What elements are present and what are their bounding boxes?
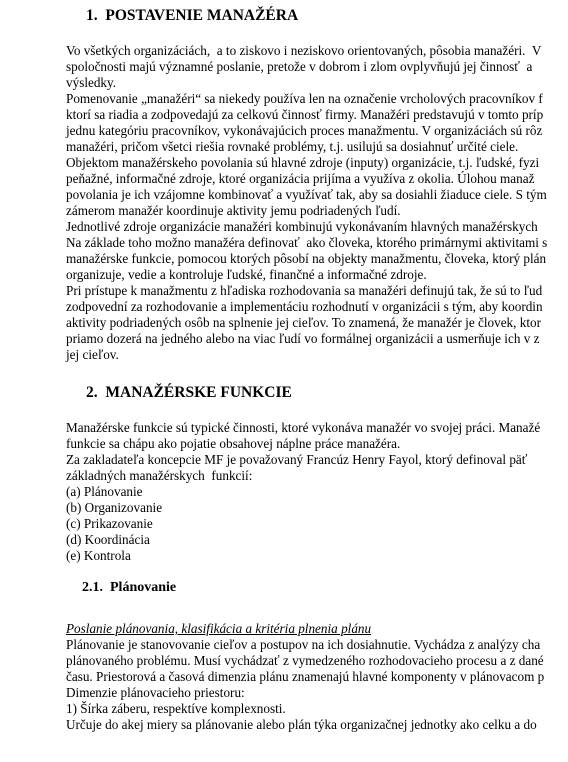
paragraph-line: povolania je ich vzájomne kombinovať a využívať tak, aby sa dosiahli žiaduce ciele. S tým bbox=[66, 187, 547, 202]
paragraph-line: manažéri, pričom všetci riešia rovnaké problémy, t.j. usilujú sa dosiahnuť určité ciele. bbox=[66, 139, 519, 154]
list-item: (a) Plánovanie bbox=[66, 484, 143, 499]
paragraph-line: Manažérske funkcie sú typické činnosti, ktoré vykonáva manažér vo svojej práci. Manažé bbox=[66, 420, 541, 435]
paragraph-line: Dimenzie plánovacieho priestoru: bbox=[66, 685, 245, 700]
paragraph-line: peňažné, informačné zdroje, ktoré organizácia prijíma a využíva z okolia. Úlohou manaž bbox=[66, 171, 535, 186]
section-1-heading: 1. POSTAVENIE MANAŽÉRA bbox=[86, 7, 299, 24]
paragraph-line: zámerom manažér koordinuje aktivity jemu podriadených ľudí. bbox=[66, 203, 401, 218]
paragraph-line: funkcie sa chápu ako pojatie obsahovej náplne práce manažéra. bbox=[66, 436, 401, 451]
paragraph-line: Za zakladateľa koncepcie MF je považovaný Francúz Henry Fayol, ktorý definoval päť bbox=[66, 452, 528, 467]
paragraph-line: zodpovední za rozhodovanie a implementáciu rozhodnutí v organizácii s tým, aby koordin bbox=[66, 299, 543, 314]
paragraph-line: jej cieľov. bbox=[66, 347, 119, 362]
section-2-heading: 2. MANAŽÉRSKE FUNKCIE bbox=[86, 384, 292, 401]
paragraph-line: Určuje do akej miery sa plánovanie alebo plán týka organizačnej jednotky ako celku a do bbox=[66, 717, 537, 732]
paragraph-line: ktorí sa riadia a zodpovedajú za celkovú činnosť firmy. Manažéri predstavujú v tomto príp bbox=[66, 107, 544, 122]
section-2-1-heading: 2.1. Plánovanie bbox=[82, 580, 177, 595]
paragraph-line: organizuje, vedie a kontroluje ľudské, finančné a informačné zdroje. bbox=[66, 267, 427, 282]
paragraph-line: manažérske funkcie, pomocou ktorých pôsobí na objekty manažmentu, človeka, ktorý plán bbox=[66, 251, 547, 266]
paragraph-line: Pomenovanie „manažéri“ sa niekedy používa len na označenie vrcholových pracovníkov f bbox=[66, 91, 543, 106]
section-2-1-subtitle: Poslanie plánovania, klasifikácia a kritéria plnenia plánu bbox=[66, 621, 372, 636]
paragraph-line: Jednotlivé zdroje organizácie manažéri kombinujú vykonávaním hlavných manažérskych bbox=[66, 219, 538, 234]
paragraph-line: spoločnosti majú významné poslanie, pretože v dobrom i zlom ovplyvňujú jej činnosť a bbox=[66, 59, 533, 74]
paragraph-line: 1) Šírka záberu, respektíve komplexnosti. bbox=[66, 701, 286, 716]
paragraph-line: jednu kategóriu pracovníkov, vykonávajúcich proces manažmentu. V organizáciách sú rôz bbox=[66, 123, 543, 138]
paragraph-line: Vo všetkých organizáciách, a to ziskovo i neziskovo orientovaných, pôsobia manažéri. V bbox=[66, 43, 542, 58]
paragraph-line: aktivity podriadených osôb na splnenie jej cieľov. To znamená, že manažér je človek, ktor bbox=[66, 315, 541, 330]
paragraph-line: Objektom manažérskeho povolania sú hlavné zdroje (inputy) organizácie, t.j. ľudské, fyzi bbox=[66, 155, 540, 170]
paragraph-line: plánovaného problému. Musí vychádzať z vymedzeného rozhodovacieho procesu a z dané bbox=[66, 653, 544, 668]
paragraph-line: času. Priestorová a časová dimenzia plánu znamenajú hlavné komponenty v plánovacom p bbox=[66, 669, 545, 684]
list-item: (c) Prikazovanie bbox=[66, 516, 153, 531]
list-item: (e) Kontrola bbox=[66, 548, 131, 563]
paragraph-line: základných manažérskych funkcií: bbox=[66, 468, 253, 483]
paragraph-line: Pri prístupe k manažmentu z hľadiska rozhodovania sa manažéri definujú tak, že sú to ľud bbox=[66, 283, 543, 298]
paragraph-line: Plánovanie je stanovovanie cieľov a postupov na ich dosiahnutie. Vychádza z analýzy cha bbox=[66, 637, 541, 652]
paragraph-line: Na základe toho možno manažéra definovať ako človeka, ktorého primárnymi aktivitami s bbox=[66, 235, 548, 250]
paragraph-line: priamo dozerá na jedného alebo na viac ľudí vo formálnej organizácii a usmerňuje ich v z bbox=[66, 331, 540, 346]
list-item: (d) Koordinácia bbox=[66, 532, 150, 547]
list-item: (b) Organizovanie bbox=[66, 500, 163, 515]
paragraph-line: výsledky. bbox=[66, 75, 117, 90]
